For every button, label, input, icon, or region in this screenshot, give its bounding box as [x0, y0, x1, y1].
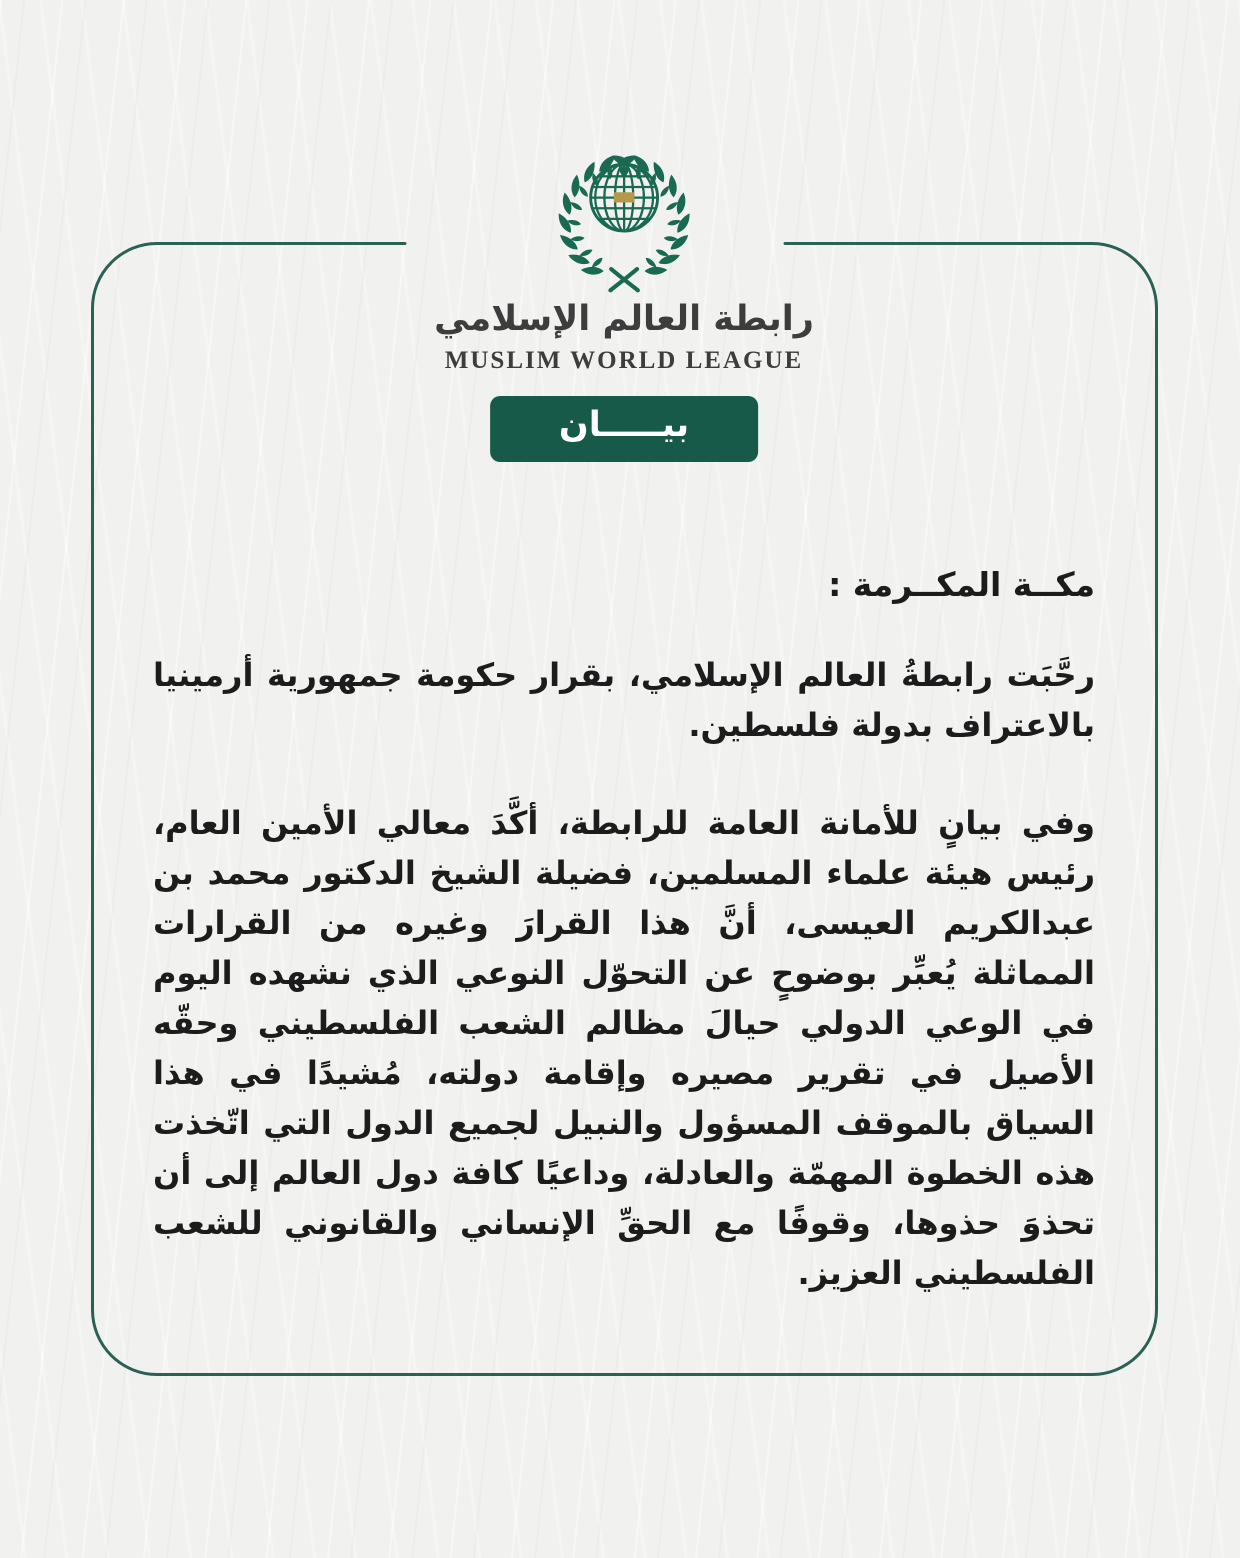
org-name-en: MUSLIM WORLD LEAGUE [444, 346, 804, 374]
wreath-stems [610, 269, 637, 290]
wreath-right-branch [609, 153, 692, 276]
mwl-logo [434, 152, 814, 462]
mwl-arabic-calligraphy: رابطة العالم الإسلامي [434, 298, 814, 339]
dateline: مكــة المكــرمة : [828, 565, 1095, 604]
statement-badge-label: بيـــــان [558, 405, 690, 446]
paragraph-2: وفي بيانٍ للأمانة العامة للرابطة، أكَّدَ معالي الأمين العام، رئيس هيئة علماء المسلمين، فضيلة الشيخ الدكتور محمد بن عبدالكريم العيسى، أنَّ هذا القرارَ وغيره من القرارات المماثلة يُعبِّر بوضوحٍ عن التحوّل النوعي الذي نشهده اليوم في الوعي الدولي حيالَ مظالم الشعب الفلسطيني وحقّه الأصيل في تقرير مصيره وإقامة دولته، مُشيدًا في هذا السياق بالموقف المسؤول والنبيل لجميع الدول التي اتّخذت هذه الخطوة المهمّة والعادلة، وداعيًا كافة دول العالم إلى أن تحذوَ حذوها، وقوفًا مع الحقِّ الإنساني والقانوني للشعب الفلسطيني العزيز. [153, 804, 1095, 1293]
paragraph-1: رحَّبَت رابطةُ العالم الإسلامي، بقرار حكومة جمهورية أرمينيا بالاعتراف بدولة فلسطين. [153, 656, 1095, 745]
statement-badge [490, 396, 758, 462]
statement-body [153, 562, 1095, 1298]
gold-bar [614, 192, 635, 202]
laurel-wreath-globe-icon [548, 152, 700, 295]
